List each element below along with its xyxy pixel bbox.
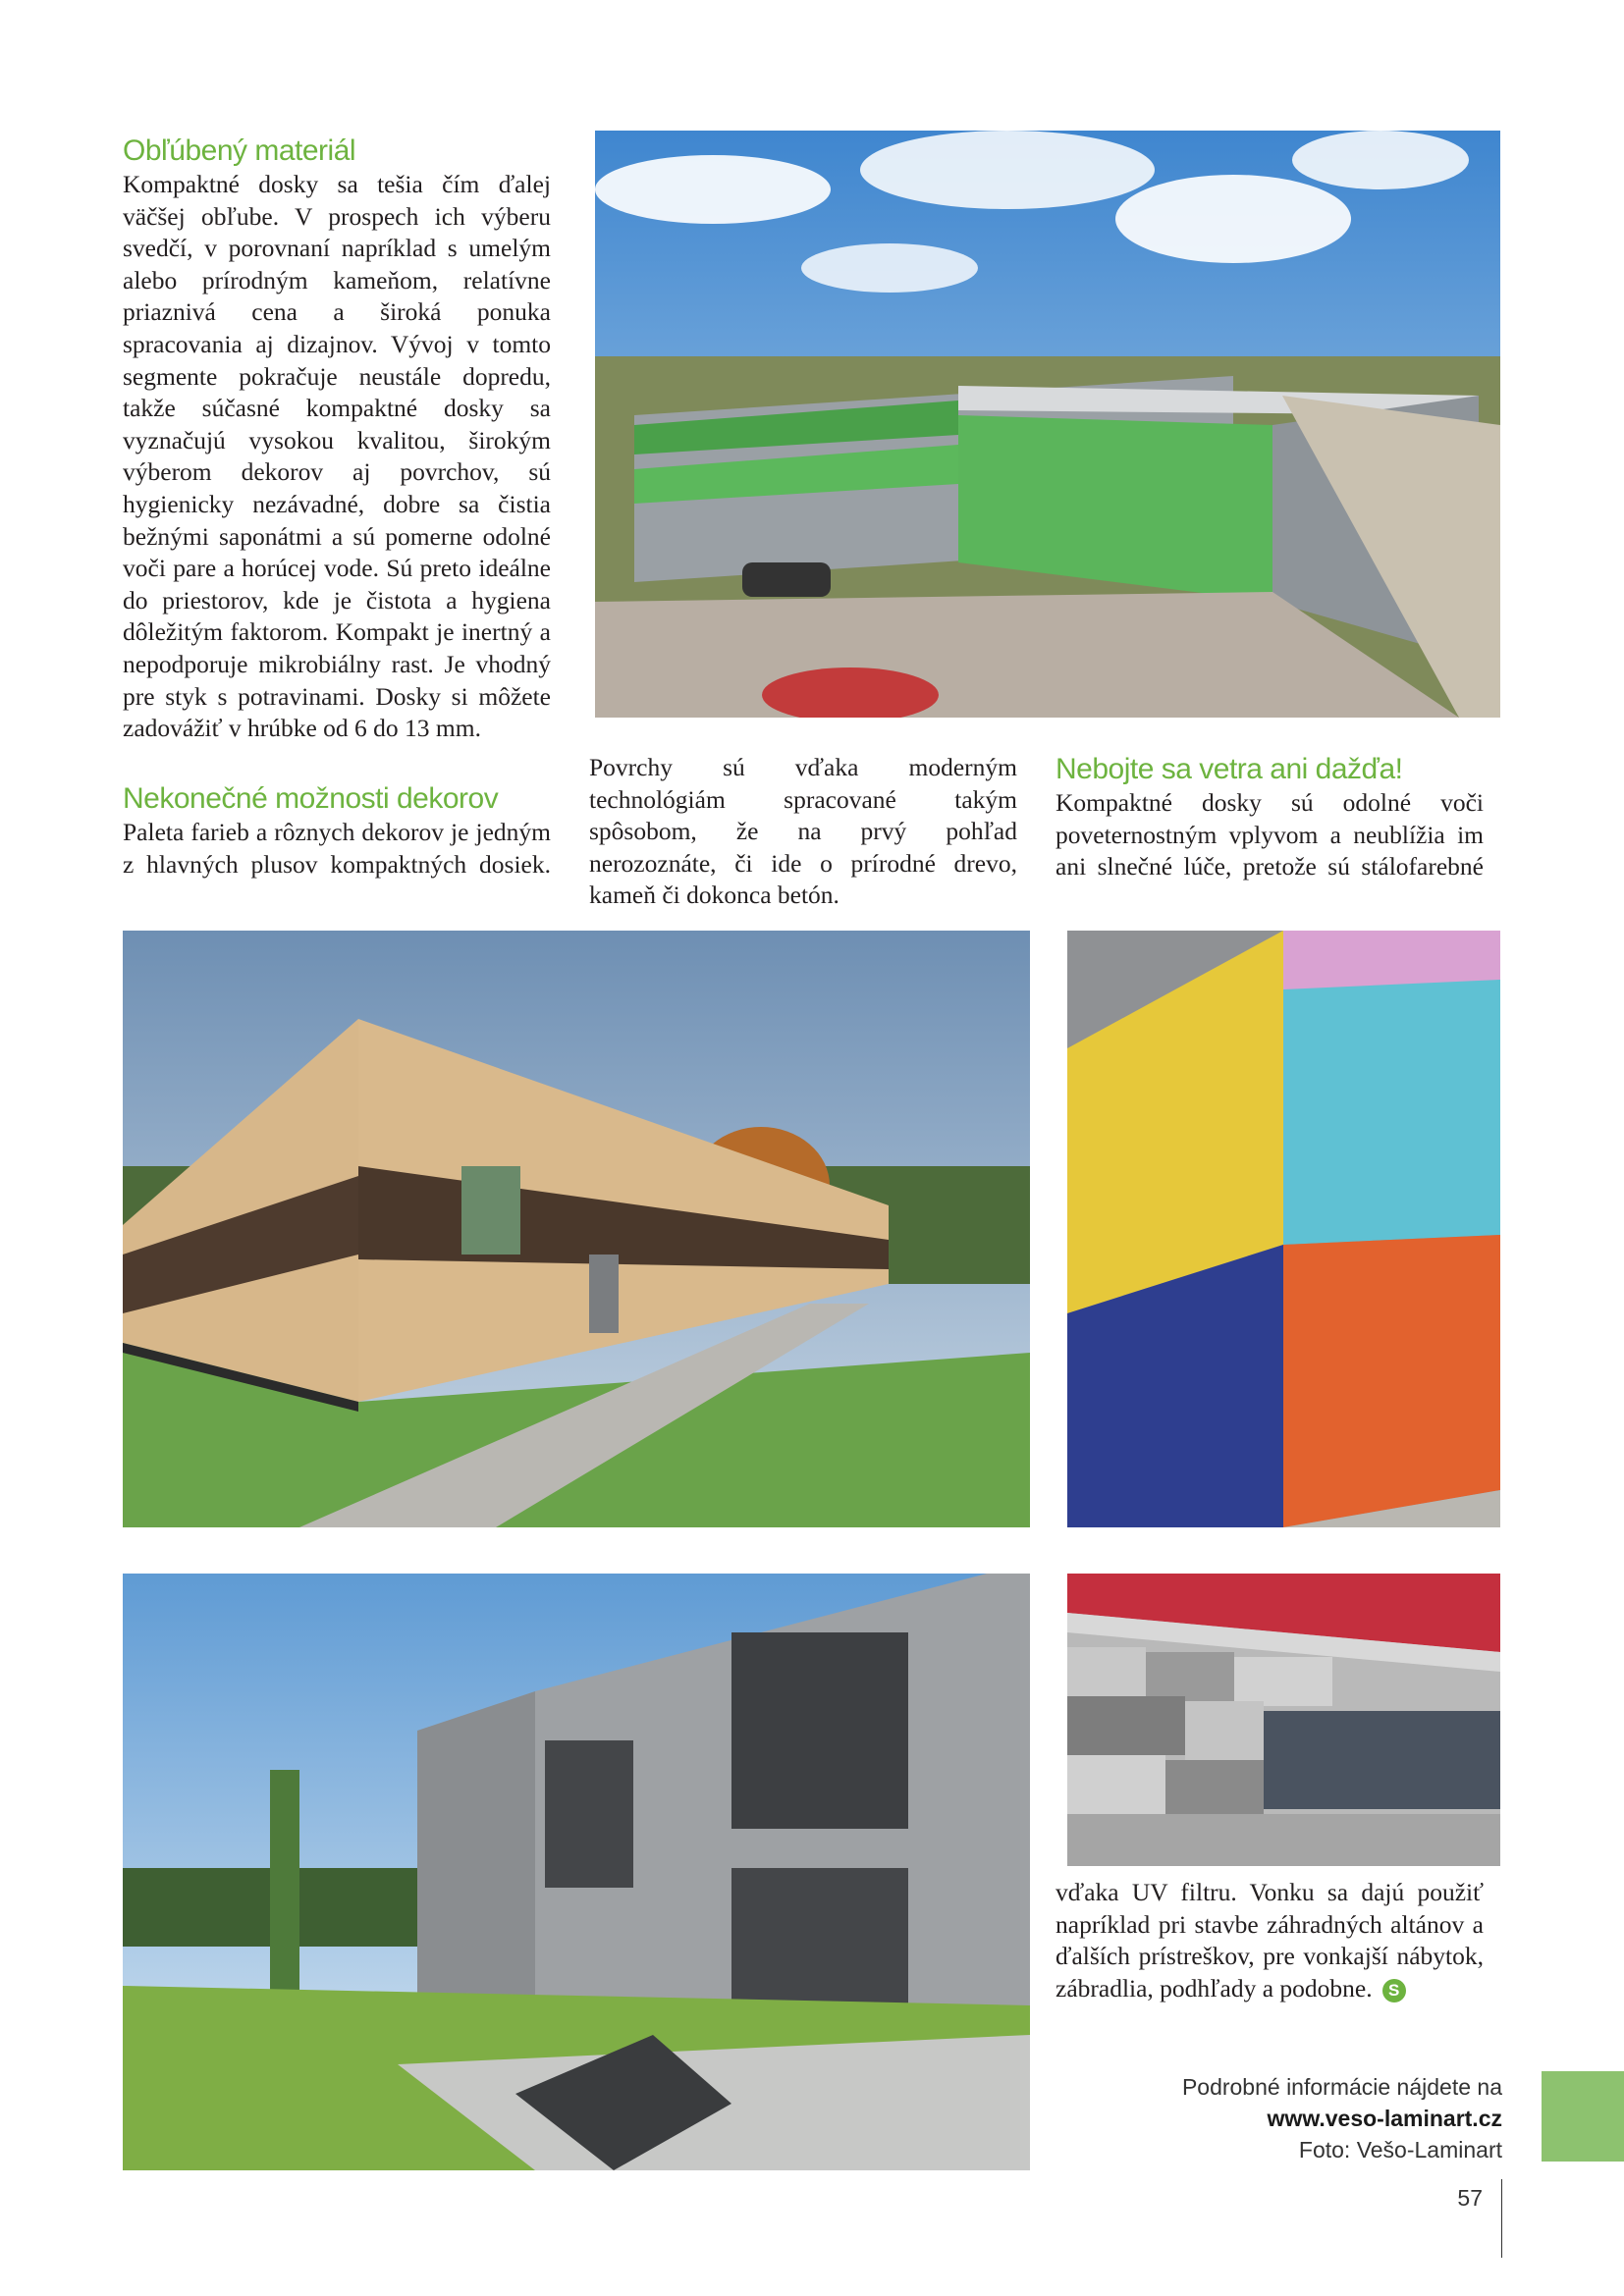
photo-green-building <box>595 131 1500 718</box>
column-3-lower <box>1056 1877 1484 2004</box>
column-2 <box>589 752 1017 912</box>
page-number-rule <box>1501 2179 1502 2258</box>
heading-nekonecne-moznosti: Nekonečné možnosti dekorov <box>123 782 499 815</box>
paragraph-nekonecne-moznosti: Paleta farieb a rôznych dekorov je jedným z hlavných plusov kompaktných dosiek. <box>123 818 551 879</box>
paragraph-uv-filter <box>1056 1877 1484 2004</box>
paragraph-oblubeny-material: Kompaktné dosky sa tešia čím ďalej väčšej obľube. V prospech ich výberu svedčí, v porovnaní napríklad s umelým alebo prírodným kameňom, relatívne priaznivá cena a široká ponuka spracovania aj dizajnov. Vývoj v tomto segmente pokračuje neustále dopredu, takže súčasné kompaktné dosky sa vyznačujú vysokou kvalitou, širokým výberom dekorov aj povrchov, sú hygienicky nezávadné, dobre sa čistia bežnými saponátmi a sú pomerne odolné voči pare a horúcej vode. Sú preto ideálne do priestorov, kde je čistota a hygiena dôležitým faktorom. Kompakt je inertný a nepodporuje mikrobiálny rast. Je vhodný pre styk s potravinami. Dosky si môžete zadovážiť v hrúbke od 6 do 13 mm. <box>123 170 551 743</box>
column-1 <box>123 133 551 745</box>
heading-nebojte-sa: Nebojte sa vetra ani dažďa! <box>1056 753 1403 785</box>
photo-red-facade <box>1067 1574 1500 1866</box>
photo-credit: Foto: Vešo-Laminart <box>1298 2137 1502 2163</box>
page-number: 57 <box>1457 2185 1483 2211</box>
heading-oblubeny-material: Obľúbený materiál <box>123 134 356 167</box>
photo-grey-villa <box>123 1574 1030 2170</box>
column-1-lower <box>123 781 551 881</box>
info-block <box>1182 2071 1502 2165</box>
photo-colorful-panels <box>1067 931 1500 1527</box>
end-of-article-icon: S <box>1382 1979 1406 2002</box>
photo-wood-building <box>123 931 1030 1527</box>
side-tab <box>1542 2071 1624 2162</box>
info-line: Podrobné informácie nájdete na <box>1181 2074 1502 2100</box>
info-url[interactable] <box>1182 2103 1502 2134</box>
paragraph-odolne: Kompaktné dosky sú odolné voči poveternostným vplyvom a neublížia im ani slnečné lúče, pretože sú stálofarebné <box>1056 788 1484 881</box>
paragraph-uv-filter-text: vďaka UV filtru. Vonku sa dajú použiť napríklad pri stavbe záhradných altánov a ďalších prístreškov, pre vonkajší nábytok, zábradlia, podhľady a podobne. <box>1056 1878 1484 2002</box>
info-url-text: www.veso-laminart.cz <box>1267 2106 1502 2131</box>
column-3 <box>1056 752 1484 883</box>
paragraph-povrchy: Povrchy sú vďaka moderným technológiám spracované takým spôsobom, že na prvý pohľad nerozoznáte, či ide o prírodné drevo, kameň či dokonca betón. <box>589 753 1017 910</box>
